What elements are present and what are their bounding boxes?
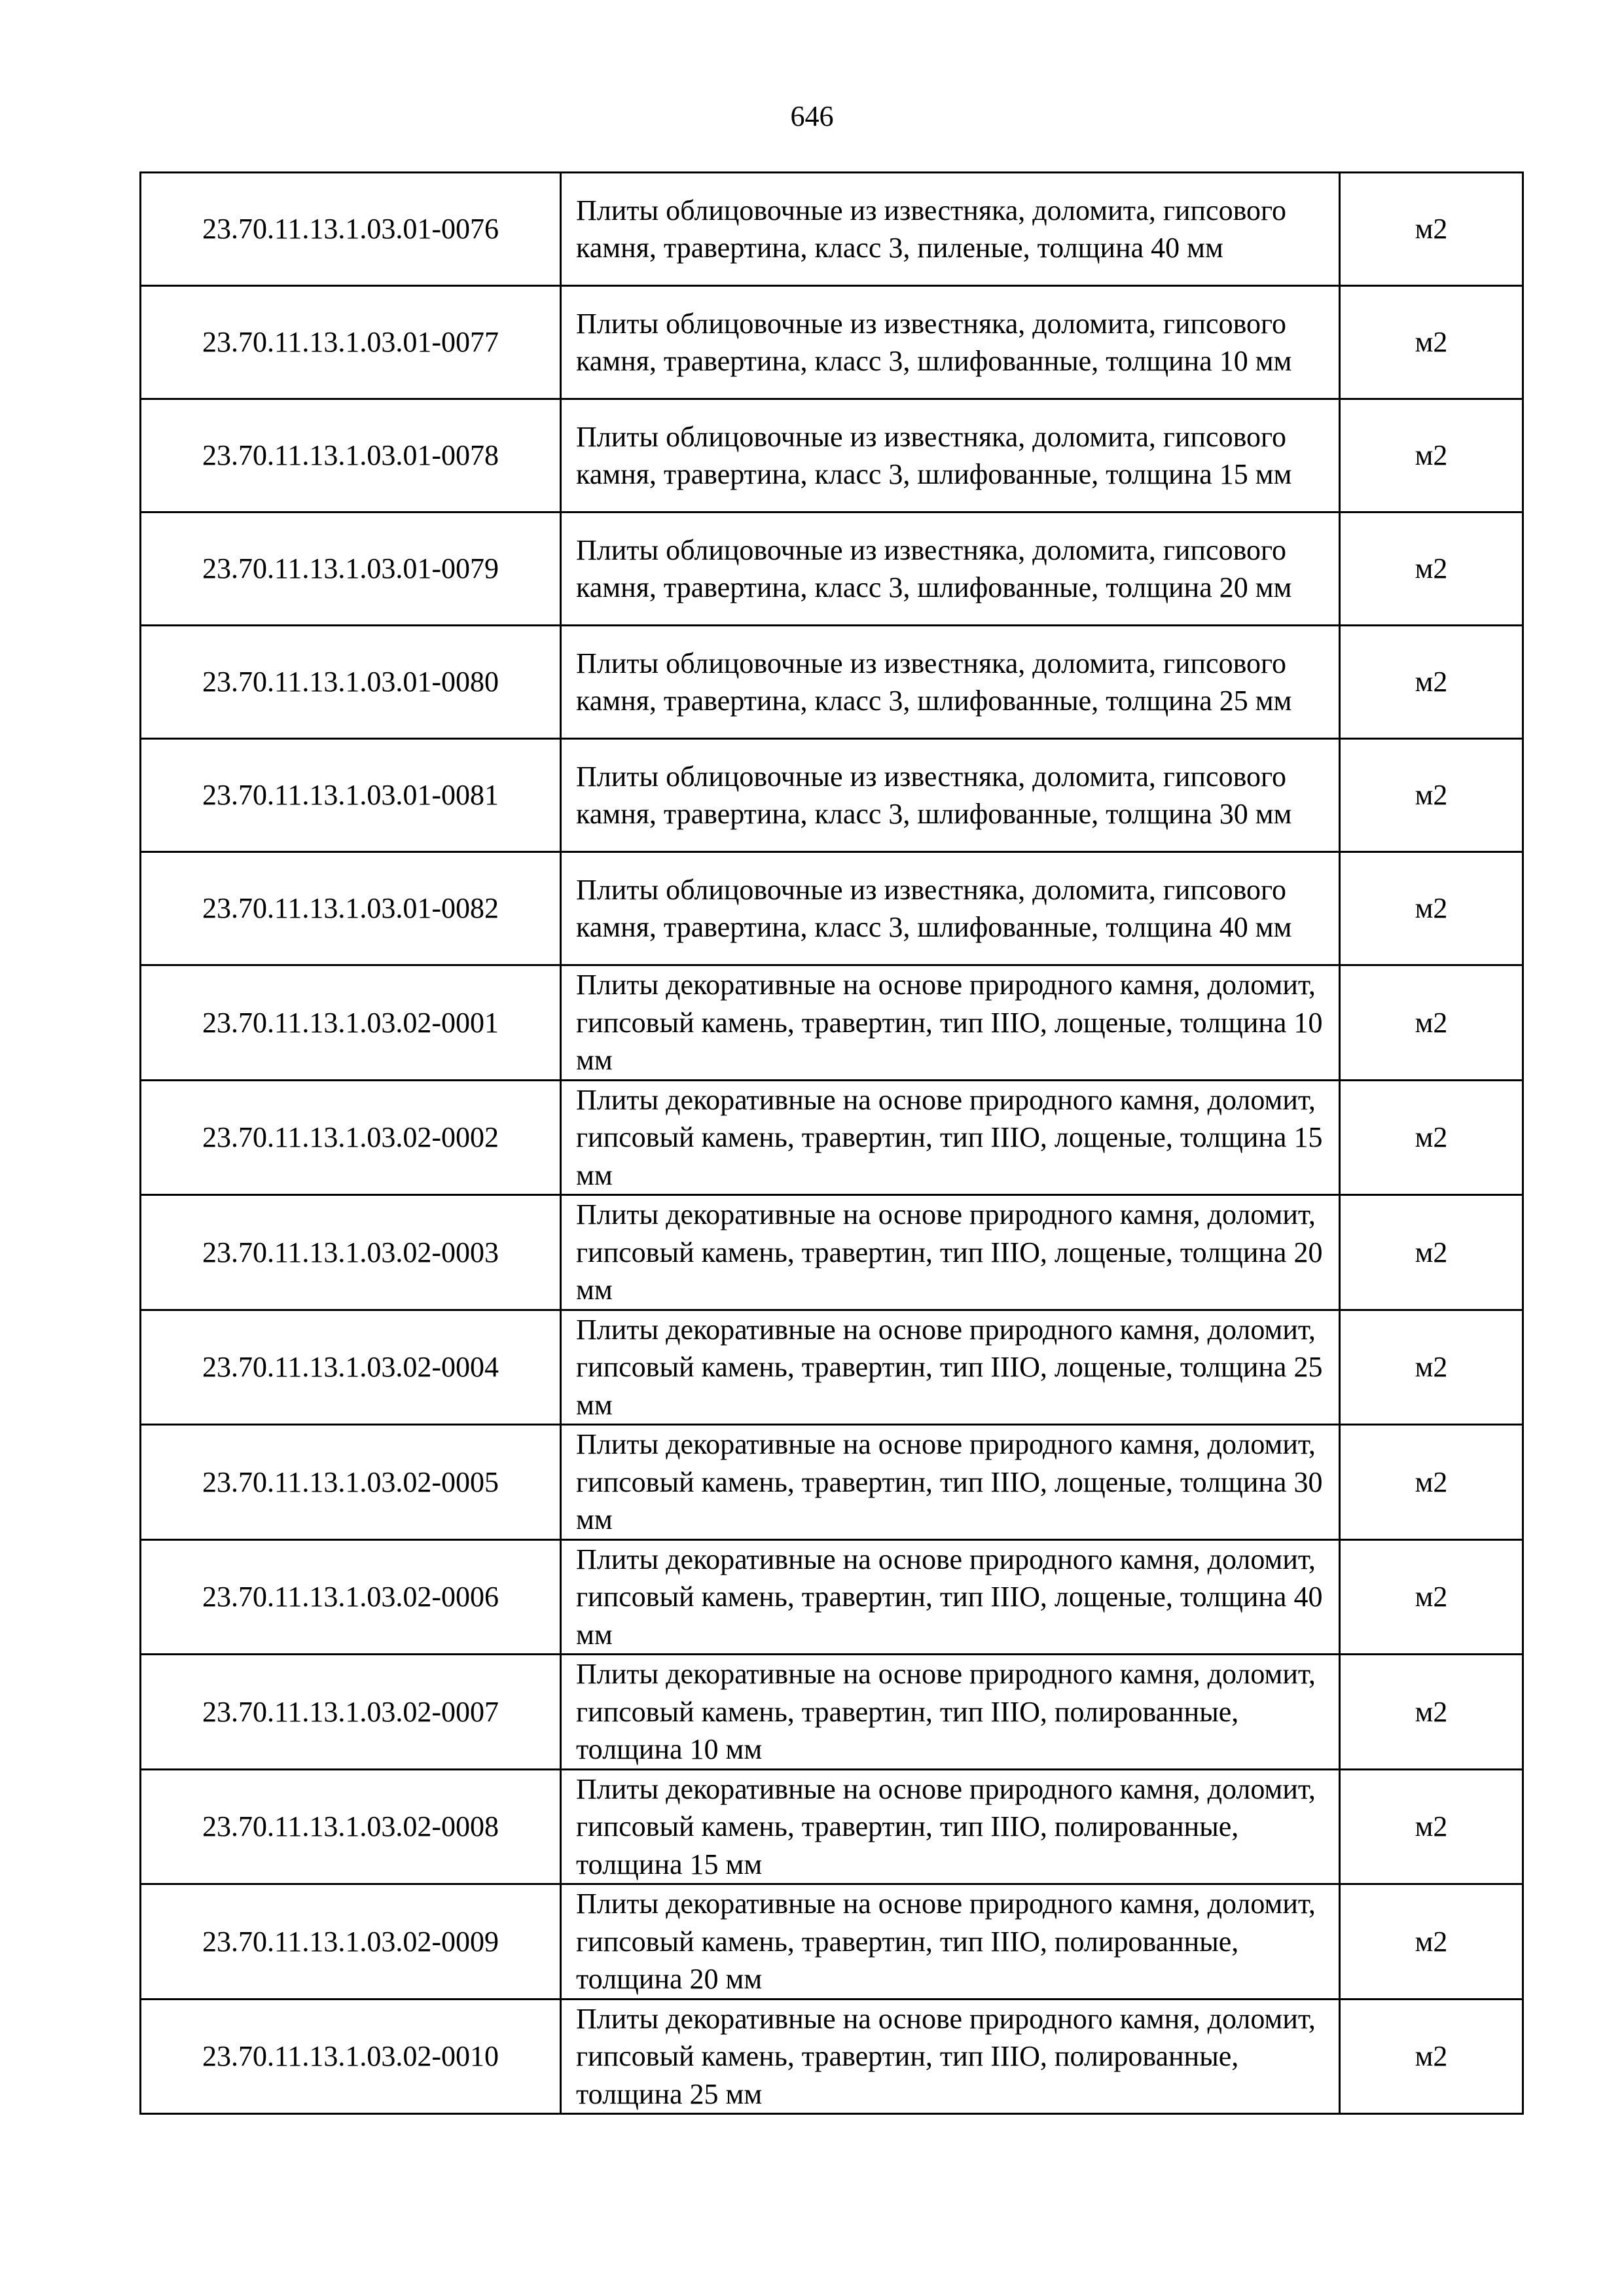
resource-code-cell: 23.70.11.13.1.03.02-0003 xyxy=(141,1195,561,1310)
resource-code-cell: 23.70.11.13.1.03.02-0007 xyxy=(141,1655,561,1770)
resource-code-cell: 23.70.11.13.1.03.01-0078 xyxy=(141,399,561,512)
unit-cell: м2 xyxy=(1340,286,1523,399)
resource-description-cell: Плиты облицовочные из известняка, доломита, гипсового камня, травертина, класс 3, пиленые, толщина 40 мм xyxy=(561,173,1340,286)
resource-code-cell: 23.70.11.13.1.03.02-0006 xyxy=(141,1539,561,1655)
resource-description-cell: Плиты облицовочные из известняка, доломита, гипсового камня, травертина, класс 3, шлифованные, толщина 30 мм xyxy=(561,739,1340,852)
resource-code-cell: 23.70.11.13.1.03.02-0010 xyxy=(141,1999,561,2114)
resource-description-cell: Плиты декоративные на основе природного камня, доломит, гипсовый камень, травертин, тип IIIО, полированные, толщина 20 мм xyxy=(561,1884,1340,2000)
unit-cell: м2 xyxy=(1340,1425,1523,1540)
page-number: 646 xyxy=(790,100,834,132)
table-row xyxy=(141,1655,1523,1770)
resource-code-cell: 23.70.11.13.1.03.01-0079 xyxy=(141,512,561,626)
unit-cell: м2 xyxy=(1340,1310,1523,1425)
unit-cell: м2 xyxy=(1340,1195,1523,1310)
unit-cell: м2 xyxy=(1340,1080,1523,1195)
table-row xyxy=(141,1310,1523,1425)
resource-description-cell: Плиты облицовочные из известняка, доломита, гипсового камня, травертина, класс 3, шлифованные, толщина 20 мм xyxy=(561,512,1340,626)
table-row xyxy=(141,286,1523,399)
resource-description-cell: Плиты декоративные на основе природного камня, доломит, гипсовый камень, травертин, тип IIIО, лощеные, толщина 15 мм xyxy=(561,1080,1340,1195)
unit-cell: м2 xyxy=(1340,965,1523,1081)
table-row xyxy=(141,399,1523,512)
table-row xyxy=(141,852,1523,965)
resource-code-cell: 23.70.11.13.1.03.02-0004 xyxy=(141,1310,561,1425)
resource-code-cell: 23.70.11.13.1.03.02-0002 xyxy=(141,1080,561,1195)
resource-code-cell: 23.70.11.13.1.03.02-0001 xyxy=(141,965,561,1081)
resource-description-cell: Плиты декоративные на основе природного камня, доломит, гипсовый камень, травертин, тип IIIО, полированные, толщина 15 мм xyxy=(561,1769,1340,1884)
table-row xyxy=(141,1080,1523,1195)
table-row xyxy=(141,1539,1523,1655)
resource-description-cell: Плиты декоративные на основе природного камня, доломит, гипсовый камень, травертин, тип IIIО, лощеные, толщина 30 мм xyxy=(561,1425,1340,1540)
unit-cell: м2 xyxy=(1340,399,1523,512)
resource-description-cell: Плиты облицовочные из известняка, доломита, гипсового камня, травертина, класс 3, шлифованные, толщина 40 мм xyxy=(561,852,1340,965)
resource-description-cell: Плиты облицовочные из известняка, доломита, гипсового камня, травертина, класс 3, шлифованные, толщина 10 мм xyxy=(561,286,1340,399)
resource-code-cell: 23.70.11.13.1.03.02-0009 xyxy=(141,1884,561,2000)
resource-code-cell: 23.70.11.13.1.03.01-0080 xyxy=(141,626,561,739)
unit-cell: м2 xyxy=(1340,1769,1523,1884)
unit-cell: м2 xyxy=(1340,739,1523,852)
unit-cell: м2 xyxy=(1340,1999,1523,2114)
table-row xyxy=(141,626,1523,739)
table-row xyxy=(141,1884,1523,2000)
resource-description-cell: Плиты облицовочные из известняка, доломита, гипсового камня, травертина, класс 3, шлифованные, толщина 15 мм xyxy=(561,399,1340,512)
resource-catalog-table xyxy=(139,171,1524,2115)
resource-description-cell: Плиты декоративные на основе природного камня, доломит, гипсовый камень, травертин, тип IIIО, лощеные, толщина 10 мм xyxy=(561,965,1340,1081)
resource-description-cell: Плиты облицовочные из известняка, доломита, гипсового камня, травертина, класс 3, шлифованные, толщина 25 мм xyxy=(561,626,1340,739)
resource-description-cell: Плиты декоративные на основе природного камня, доломит, гипсовый камень, травертин, тип IIIО, лощеные, толщина 25 мм xyxy=(561,1310,1340,1425)
unit-cell: м2 xyxy=(1340,852,1523,965)
table-row xyxy=(141,965,1523,1081)
resource-code-cell: 23.70.11.13.1.03.01-0076 xyxy=(141,173,561,286)
table-row xyxy=(141,512,1523,626)
unit-cell: м2 xyxy=(1340,173,1523,286)
unit-cell: м2 xyxy=(1340,1539,1523,1655)
table-row xyxy=(141,739,1523,852)
resource-code-cell: 23.70.11.13.1.03.01-0082 xyxy=(141,852,561,965)
resource-code-cell: 23.70.11.13.1.03.01-0077 xyxy=(141,286,561,399)
table-row xyxy=(141,1425,1523,1540)
unit-cell: м2 xyxy=(1340,512,1523,626)
resource-code-cell: 23.70.11.13.1.03.02-0008 xyxy=(141,1769,561,1884)
table-row xyxy=(141,1195,1523,1310)
resource-code-cell: 23.70.11.13.1.03.01-0081 xyxy=(141,739,561,852)
unit-cell: м2 xyxy=(1340,1655,1523,1770)
resource-description-cell: Плиты декоративные на основе природного камня, доломит, гипсовый камень, травертин, тип IIIО, лощеные, толщина 40 мм xyxy=(561,1539,1340,1655)
table-row xyxy=(141,1769,1523,1884)
resource-code-cell: 23.70.11.13.1.03.02-0005 xyxy=(141,1425,561,1540)
unit-cell: м2 xyxy=(1340,1884,1523,2000)
resource-description-cell: Плиты декоративные на основе природного камня, доломит, гипсовый камень, травертин, тип IIIО, полированные, толщина 25 мм xyxy=(561,1999,1340,2114)
unit-cell: м2 xyxy=(1340,626,1523,739)
resource-description-cell: Плиты декоративные на основе природного камня, доломит, гипсовый камень, травертин, тип IIIО, лощеные, толщина 20 мм xyxy=(561,1195,1340,1310)
table-row xyxy=(141,1999,1523,2114)
table-row xyxy=(141,173,1523,286)
resource-description-cell: Плиты декоративные на основе природного камня, доломит, гипсовый камень, травертин, тип IIIО, полированные, толщина 10 мм xyxy=(561,1655,1340,1770)
